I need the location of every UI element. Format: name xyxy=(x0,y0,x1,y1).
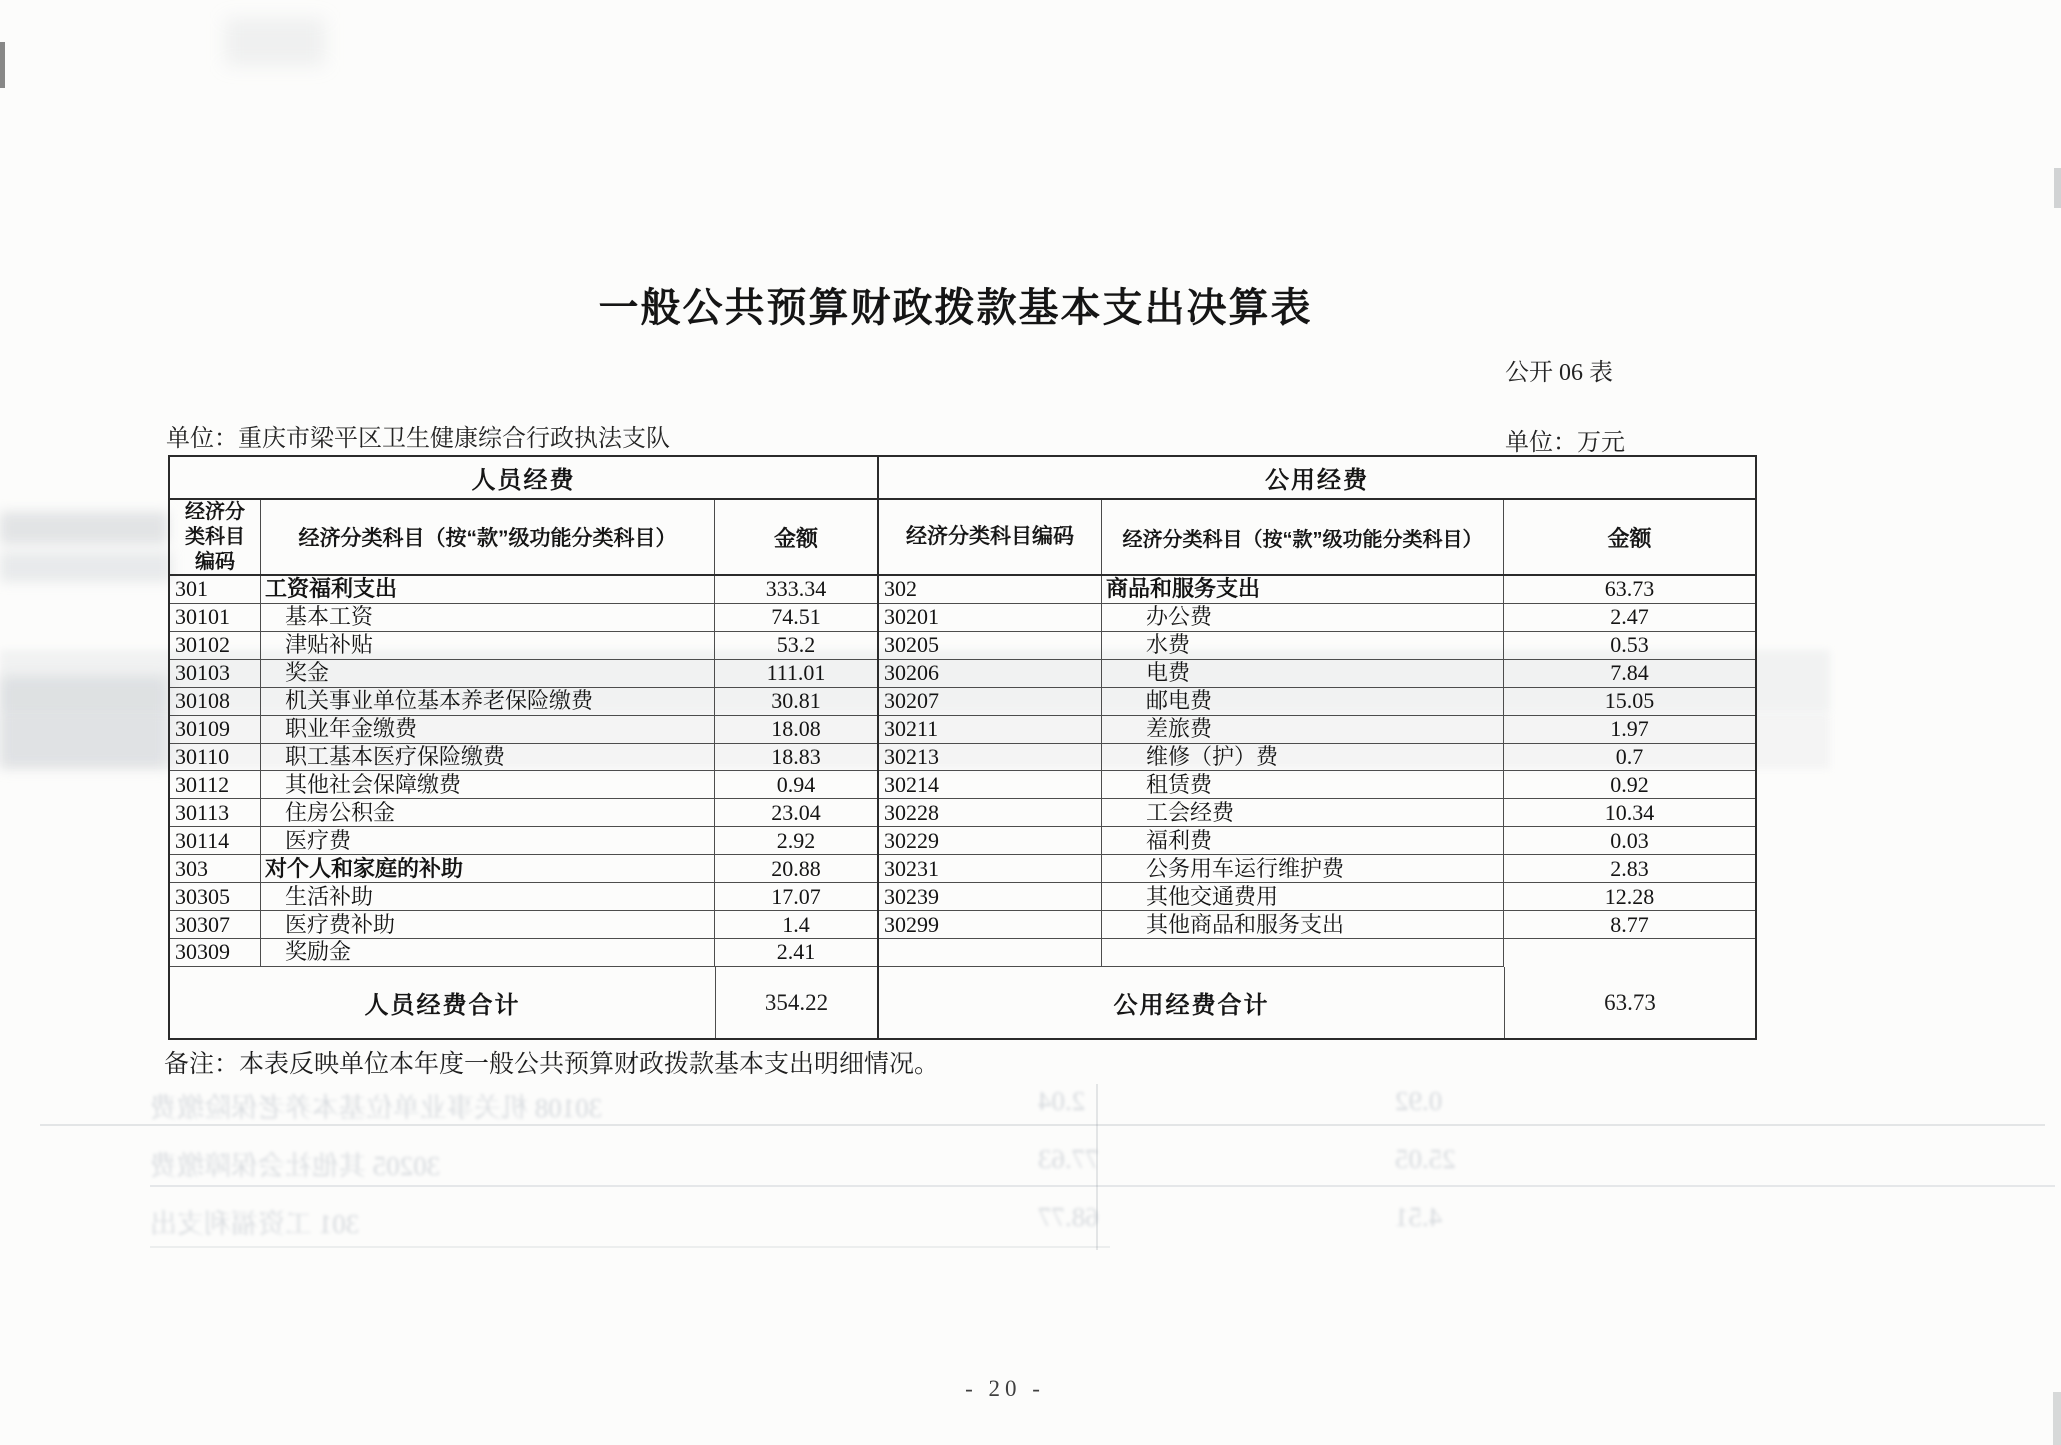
unit-name-label: 单位：重庆市梁平区卫生健康综合行政执法支队 xyxy=(166,426,670,452)
cell-amount: 17.07 xyxy=(715,883,877,911)
scan-smudge xyxy=(225,18,325,66)
bleed-through-text: 30205 其他社会保障缴费 xyxy=(150,1151,441,1181)
cell-name: 津贴补贴 xyxy=(261,632,715,660)
cell-amount: 111.01 xyxy=(715,660,877,688)
column-header-amount: 金额 xyxy=(1607,525,1652,551)
cell-amount: 74.51 xyxy=(715,604,877,632)
cell-code: 30206 xyxy=(879,660,1102,688)
cell-amount: 18.08 xyxy=(715,716,877,744)
scan-edge-mark xyxy=(0,42,5,88)
cell-name: 机关事业单位基本养老保险缴费 xyxy=(261,688,715,716)
scan-edge-mark xyxy=(2054,168,2061,208)
cell-amount: 20.88 xyxy=(715,855,877,883)
bleed-through-text: 30108 机关事业单位基本养老保险缴费 xyxy=(150,1093,603,1123)
bleed-through-text: 68.77 xyxy=(1038,1202,1099,1232)
bleed-through-text: 301 工资福利支出 xyxy=(150,1209,360,1239)
column-header-subject: 经济分类科目（按“款”级功能分类科目） xyxy=(261,500,715,574)
cell-amount: 7.84 xyxy=(1504,660,1755,688)
cell-code: 30205 xyxy=(879,632,1102,660)
cell-amount: 1.4 xyxy=(715,911,877,939)
cell-name: 邮电费 xyxy=(1102,688,1504,716)
scan-gray-band xyxy=(0,512,168,544)
table-row xyxy=(170,716,877,744)
table-row xyxy=(170,771,877,799)
cell-code: 30214 xyxy=(879,771,1102,799)
bleed-through-line xyxy=(1096,1084,1098,1250)
table-row xyxy=(879,576,1755,604)
total-row-public xyxy=(879,967,1755,1038)
cell-code: 30113 xyxy=(170,799,261,827)
table-row xyxy=(879,660,1755,688)
cell-amount: 10.34 xyxy=(1504,799,1755,827)
cell-code: 30108 xyxy=(170,688,261,716)
cell-name: 水费 xyxy=(1102,632,1504,660)
cell-amount: 12.28 xyxy=(1504,883,1755,911)
budget-table xyxy=(168,455,1757,1040)
table-body xyxy=(879,576,1755,967)
cell-name: 电费 xyxy=(1102,660,1504,688)
cell-name: 医疗费补助 xyxy=(261,911,715,939)
cell-name: 商品和服务支出 xyxy=(1102,576,1504,604)
table-row xyxy=(879,604,1755,632)
table-row xyxy=(879,632,1755,660)
cell-code: 30114 xyxy=(170,827,261,855)
cell-name: 租赁费 xyxy=(1102,771,1504,799)
cell-code: 30305 xyxy=(170,883,261,911)
section-header-personnel: 人员经费 xyxy=(170,457,877,500)
cell-code: 30201 xyxy=(879,604,1102,632)
cell-amount: 2.83 xyxy=(1504,855,1755,883)
total-amount: 354.22 xyxy=(715,967,877,1038)
cell-name xyxy=(1102,939,1504,967)
table-row xyxy=(170,744,877,772)
public-funds-section xyxy=(879,457,1755,1038)
table-row xyxy=(879,883,1755,911)
scan-gray-band xyxy=(0,552,172,582)
cell-code: 30228 xyxy=(879,799,1102,827)
bleed-through-line xyxy=(150,1185,2055,1187)
personnel-funds-section xyxy=(170,457,879,1038)
cell-name: 办公费 xyxy=(1102,604,1504,632)
cell-amount: 23.04 xyxy=(715,799,877,827)
cell-code: 30299 xyxy=(879,911,1102,939)
unit-money-label: 单位：万元 xyxy=(1505,430,1625,456)
cell-amount: 15.05 xyxy=(1504,688,1755,716)
cell-amount: 0.03 xyxy=(1504,827,1755,855)
cell-code: 30231 xyxy=(879,855,1102,883)
cell-code: 30309 xyxy=(170,939,261,967)
table-row xyxy=(879,716,1755,744)
cell-code: 30213 xyxy=(879,744,1102,772)
cell-name: 医疗费 xyxy=(261,827,715,855)
cell-amount: 18.83 xyxy=(715,744,877,772)
cell-amount: 2.41 xyxy=(715,939,877,967)
cell-amount: 2.92 xyxy=(715,827,877,855)
table-row xyxy=(170,855,877,883)
cell-code: 30207 xyxy=(879,688,1102,716)
table-row xyxy=(879,744,1755,772)
cell-code: 30307 xyxy=(170,911,261,939)
table-row xyxy=(170,939,877,967)
column-header-row xyxy=(879,500,1755,576)
cell-amount: 2.47 xyxy=(1504,604,1755,632)
cell-code: 30102 xyxy=(170,632,261,660)
column-header-amount: 金额 xyxy=(773,525,818,551)
table-row xyxy=(879,827,1755,855)
table-row xyxy=(170,827,877,855)
cell-code: 30109 xyxy=(170,716,261,744)
bleed-through-text: 25.05 xyxy=(1395,1144,1456,1174)
cell-name: 差旅费 xyxy=(1102,716,1504,744)
cell-name: 职业年金缴费 xyxy=(261,716,715,744)
cell-name: 住房公积金 xyxy=(261,799,715,827)
table-row xyxy=(879,688,1755,716)
table-row xyxy=(170,799,877,827)
total-label: 公用经费合计 xyxy=(1113,992,1270,1019)
bleed-through-text: 0.92 xyxy=(1395,1086,1443,1116)
table-row xyxy=(170,688,877,716)
cell-code: 301 xyxy=(170,576,261,604)
table-body xyxy=(170,576,877,967)
table-row xyxy=(879,911,1755,939)
bleed-through-row xyxy=(150,1086,1570,1122)
cell-amount: 0.94 xyxy=(715,771,877,799)
cell-name: 工资福利支出 xyxy=(261,576,715,604)
cell-name: 对个人和家庭的补助 xyxy=(261,855,715,883)
cell-code xyxy=(879,939,1102,967)
cell-amount: 0.53 xyxy=(1504,632,1755,660)
cell-code: 30103 xyxy=(170,660,261,688)
cell-name: 维修（护）费 xyxy=(1102,744,1504,772)
bleed-through-text: 77.63 xyxy=(1038,1144,1099,1174)
total-amount: 63.73 xyxy=(1504,967,1755,1038)
cell-code: 30101 xyxy=(170,604,261,632)
document-title: 一般公共预算财政拨款基本支出决算表 xyxy=(598,286,1313,330)
total-row-personnel xyxy=(170,967,877,1038)
cell-amount: 333.34 xyxy=(715,576,877,604)
page-number: - 20 - xyxy=(965,1376,1045,1401)
column-header-row xyxy=(170,500,877,576)
bleed-through-row xyxy=(150,1144,1570,1180)
table-row xyxy=(879,799,1755,827)
cell-code: 30229 xyxy=(879,827,1102,855)
scan-edge-mark xyxy=(2053,1392,2061,1445)
cell-code: 30112 xyxy=(170,771,261,799)
cell-name: 生活补助 xyxy=(261,883,715,911)
table-row xyxy=(879,855,1755,883)
cell-amount xyxy=(1504,939,1755,967)
cell-amount: 1.97 xyxy=(1504,716,1755,744)
cell-code: 303 xyxy=(170,855,261,883)
bleed-through-text: 2.04 xyxy=(1038,1086,1086,1116)
column-header-subject: 经济分类科目（按“款”级功能分类科目） xyxy=(1102,500,1504,574)
cell-amount: 8.77 xyxy=(1504,911,1755,939)
cell-code: 30239 xyxy=(879,883,1102,911)
total-label: 人员经费合计 xyxy=(364,992,521,1019)
bleed-through-text: 4.51 xyxy=(1395,1202,1443,1232)
table-row xyxy=(170,883,877,911)
scan-gray-band xyxy=(0,676,168,768)
cell-name: 福利费 xyxy=(1102,827,1504,855)
cell-name: 公务用车运行维护费 xyxy=(1102,855,1504,883)
cell-code: 302 xyxy=(879,576,1102,604)
cell-amount: 0.7 xyxy=(1504,744,1755,772)
table-code-label: 公开 06 表 xyxy=(1505,360,1613,386)
cell-amount: 0.92 xyxy=(1504,771,1755,799)
table-row xyxy=(170,660,877,688)
cell-name: 其他交通费用 xyxy=(1102,883,1504,911)
column-header-code: 经济分类科目编码 xyxy=(879,500,1102,574)
cell-amount: 53.2 xyxy=(715,632,877,660)
bleed-through-row xyxy=(150,1202,1570,1238)
cell-amount: 30.81 xyxy=(715,688,877,716)
table-row xyxy=(170,911,877,939)
cell-name: 基本工资 xyxy=(261,604,715,632)
section-header-public: 公用经费 xyxy=(879,457,1755,500)
cell-name: 奖金 xyxy=(261,660,715,688)
footnote: 备注：本表反映单位本年度一般公共预算财政拨款基本支出明细情况。 xyxy=(164,1051,940,1078)
cell-name: 奖励金 xyxy=(261,939,715,967)
column-header-code: 经济分类科目编码 xyxy=(170,500,261,574)
cell-name: 其他商品和服务支出 xyxy=(1102,911,1504,939)
table-row xyxy=(170,576,877,604)
cell-name: 职工基本医疗保险缴费 xyxy=(261,744,715,772)
cell-name: 工会经费 xyxy=(1102,799,1504,827)
table-row xyxy=(879,939,1755,967)
cell-amount: 63.73 xyxy=(1504,576,1755,604)
table-row xyxy=(879,771,1755,799)
bleed-through-line xyxy=(40,1124,2045,1126)
cell-name: 其他社会保障缴费 xyxy=(261,771,715,799)
bleed-through-line xyxy=(150,1246,1110,1248)
table-row xyxy=(170,632,877,660)
table-row xyxy=(170,604,877,632)
cell-code: 30211 xyxy=(879,716,1102,744)
cell-code: 30110 xyxy=(170,744,261,772)
